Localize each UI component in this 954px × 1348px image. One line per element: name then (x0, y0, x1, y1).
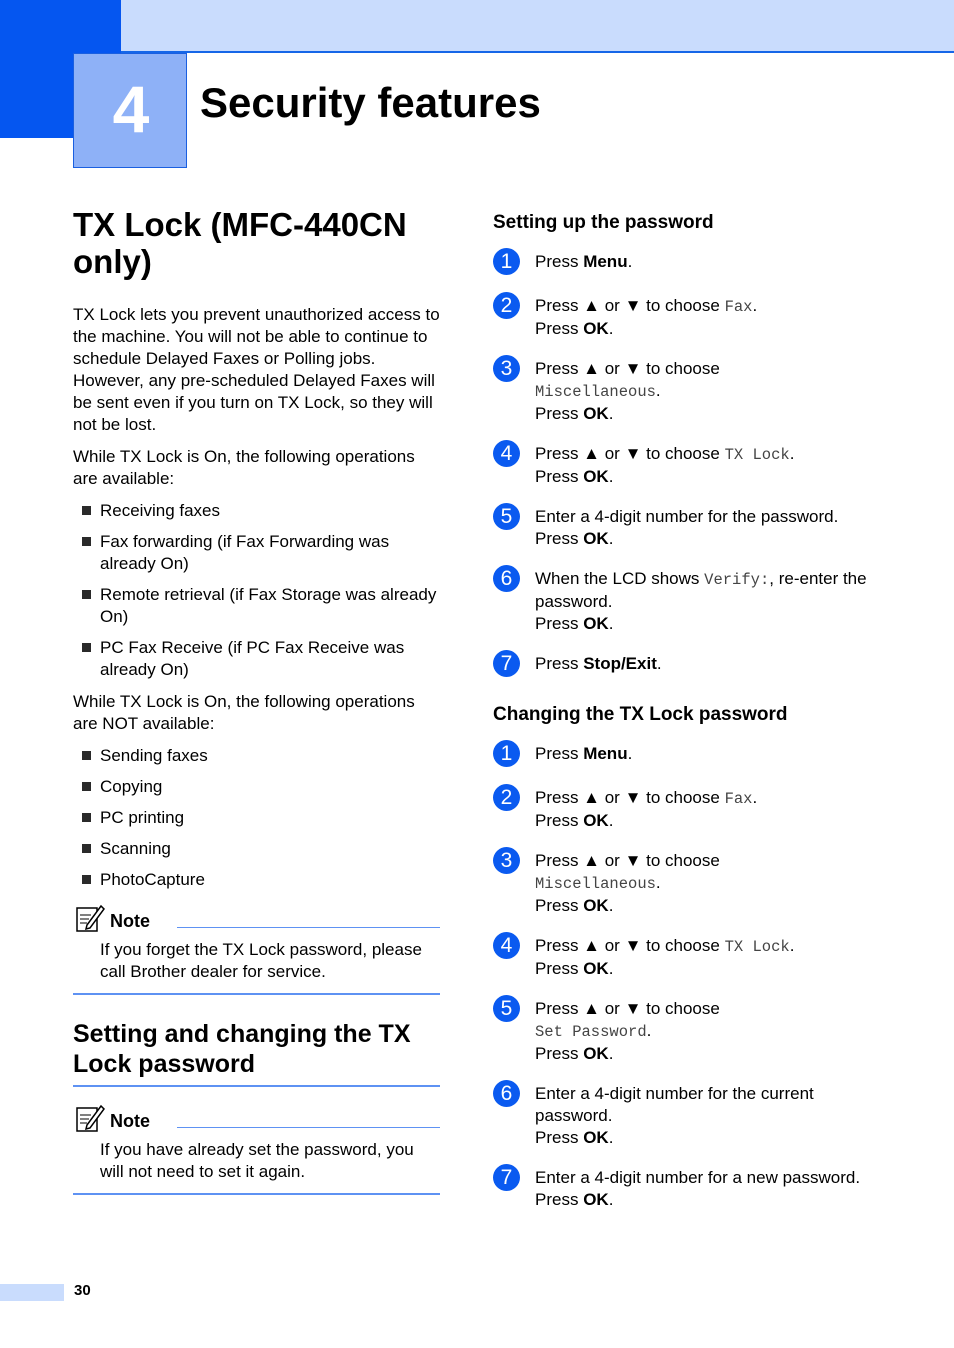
step-number-icon: 4 (493, 440, 520, 467)
setup-steps (493, 251, 893, 679)
note-label: Note (110, 1111, 150, 1131)
section-heading-setting-changing: Setting and changing the TX Lock password (73, 1019, 440, 1087)
note-text: If you forget the TX Lock password, please call Brother dealer for service. (100, 940, 422, 981)
note-rule (177, 1127, 440, 1128)
list-item: Copying (73, 776, 440, 798)
note-label: Note (110, 911, 150, 931)
step-item: 6 When the LCD shows Verify:, re-enter the password. Press OK. (493, 568, 893, 635)
subheading-setting-up-password: Setting up the password (493, 212, 714, 233)
step-item: 5 Enter a 4-digit number for the password. Press OK. (493, 506, 893, 550)
list-item: Sending faxes (73, 745, 440, 767)
step-number-icon: 2 (493, 784, 520, 811)
chapter-number: 4 (112, 72, 150, 146)
step-number-icon: 7 (493, 650, 520, 677)
available-intro: While TX Lock is On, the following operations are available: (73, 447, 415, 488)
bullet-icon (82, 782, 91, 791)
change-steps (493, 743, 893, 1211)
header-band (0, 0, 954, 53)
bullet-icon (82, 537, 91, 546)
step-item: 3 Press ▲ or ▼ to choose Miscellaneous. Press OK. (493, 850, 893, 917)
step-item: 4 Press ▲ or ▼ to choose TX Lock. Press OK. (493, 443, 893, 488)
step-item: 5 Press ▲ or ▼ to choose Set Password. Press OK. (493, 998, 893, 1065)
step-number-icon: 5 (493, 503, 520, 530)
step-item: 6 Enter a 4-digit number for the current password. Press OK. (493, 1083, 893, 1149)
unavailable-list (73, 745, 440, 891)
intro-paragraph: TX Lock lets you prevent unauthorized access to the machine. You will not be able to continue to schedule Delayed Faxes or Polling jobs. However, any pre-scheduled Delayed Faxes will be sent even if you turn on TX Lock, so they will not be lost. (73, 305, 440, 434)
bullet-icon (82, 844, 91, 853)
step-number-icon: 4 (493, 932, 520, 959)
unavailable-intro: While TX Lock is On, the following operations are NOT available: (73, 692, 415, 733)
list-item: Remote retrieval (if Fax Storage was already On) (73, 584, 440, 628)
bullet-icon (82, 813, 91, 822)
bullet-icon (82, 751, 91, 760)
step-number-icon: 6 (493, 1080, 520, 1107)
note-pencil-icon (75, 903, 105, 933)
list-item: PC printing (73, 807, 440, 829)
note-text: If you have already set the password, you will not need to set it again. (100, 1140, 414, 1181)
available-list (73, 500, 440, 681)
step-number-icon: 3 (493, 847, 520, 874)
list-item: Scanning (73, 838, 440, 860)
step-item: 1 Press Menu. (493, 251, 893, 277)
left-column (73, 206, 440, 1195)
step-number-icon: 1 (493, 248, 520, 275)
bullet-icon (82, 590, 91, 599)
list-item: Fax forwarding (if Fax Forwarding was already On) (73, 531, 440, 575)
step-number-icon: 5 (493, 995, 520, 1022)
step-number-icon: 3 (493, 355, 520, 382)
list-item: PC Fax Receive (if PC Fax Receive was already On) (73, 637, 440, 681)
step-number-icon: 6 (493, 565, 520, 592)
bullet-icon (82, 643, 91, 652)
step-number-icon: 2 (493, 292, 520, 319)
step-item: 2 Press ▲ or ▼ to choose Fax. Press OK. (493, 787, 893, 832)
bullet-icon (82, 506, 91, 515)
step-item: 4 Press ▲ or ▼ to choose TX Lock. Press OK. (493, 935, 893, 980)
chapter-title: Security features (200, 79, 541, 126)
list-item: PhotoCapture (73, 869, 440, 891)
right-column (493, 211, 893, 1235)
step-item: 7 Enter a 4-digit number for a new password. Press OK. (493, 1167, 893, 1211)
note-pencil-icon (75, 1103, 105, 1133)
note-box-forgot-password (73, 905, 440, 995)
step-item: 1 Press Menu. (493, 743, 893, 769)
bullet-icon (82, 875, 91, 884)
section-heading-tx-lock: TX Lock (MFC-440CN only) (73, 206, 407, 280)
list-item: Receiving faxes (73, 500, 440, 522)
step-number-icon: 1 (493, 740, 520, 767)
chapter-badge (73, 53, 187, 168)
footer-accent (0, 1284, 64, 1301)
step-number-icon: 7 (493, 1164, 520, 1191)
note-box-already-set (73, 1105, 440, 1195)
step-item: 2 Press ▲ or ▼ to choose Fax. Press OK. (493, 295, 893, 340)
step-item: 3 Press ▲ or ▼ to choose Miscellaneous. Press OK. (493, 358, 893, 425)
subheading-changing-password: Changing the TX Lock password (493, 704, 788, 725)
header-rule (120, 51, 954, 53)
note-rule (177, 927, 440, 928)
page-number: 30 (74, 1282, 91, 1299)
step-item: 7 Press Stop/Exit. (493, 653, 893, 679)
